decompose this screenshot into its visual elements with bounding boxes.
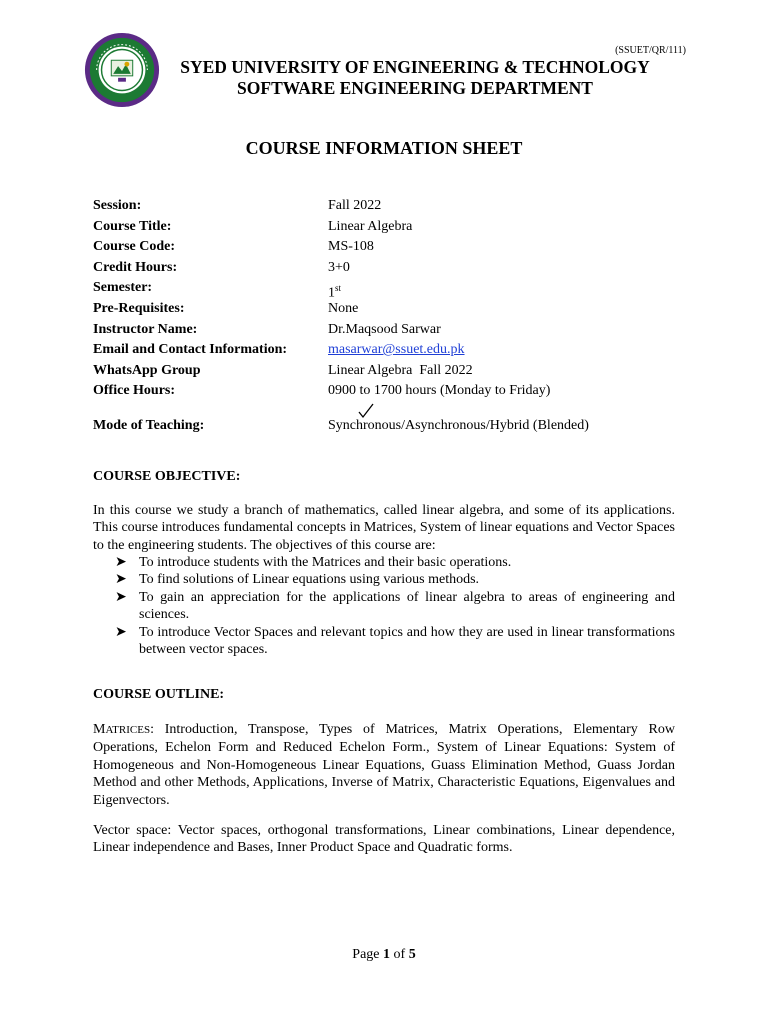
info-value: MS-108 [328, 239, 374, 255]
email-link[interactable]: masarwar@ssuet.edu.pk [328, 342, 465, 358]
info-row-office-hours [93, 381, 683, 402]
total-pages: 5 [408, 947, 416, 962]
check-mark-icon [357, 402, 375, 420]
info-label: Course Title: [93, 218, 172, 234]
info-row-instructor [93, 320, 683, 341]
info-label: WhatsApp Group [93, 362, 201, 378]
matrices-text: : Introduction, Transpose, Types of Matrices, Matrix Operations, Elementary Row Operations, Echelon Form and Reduced Echelon Form., System of Linear Equations: System of Homogeneous and Non-Homogeneous Linear Equations, Guass Elimination Method, Guass Jordan Method and other Methods, Applications, Inverse of Matrix, Characteristic Equations, Eigenvalues and Eigenvectors. [93, 722, 675, 808]
outline-matrices [93, 721, 675, 809]
arrowhead-bullet-icon: ➤ [115, 555, 127, 570]
info-value: Fall 2022 [328, 198, 382, 213]
page-word: Page [352, 947, 384, 962]
list-item: ➤ To find solutions of Linear equations using various methods. [115, 572, 480, 588]
info-row-mode [93, 416, 683, 437]
info-row-prerequisites [93, 299, 683, 320]
info-value: 3+0 [328, 259, 350, 275]
info-row-semester [93, 278, 683, 302]
arrowhead-bullet-icon: ➤ [115, 572, 127, 588]
course-info-table [93, 196, 683, 437]
matrices-initial: M [93, 722, 106, 737]
info-value: None [328, 300, 359, 316]
info-label: Instructor Name: [93, 321, 198, 337]
matrices-smallcaps: ATRICES [105, 724, 151, 736]
info-label: Office Hours: [93, 383, 176, 399]
objective-heading: COURSE OBJECTIVE: [93, 469, 241, 484]
info-value: Dr.Maqsood Sarwar [328, 321, 441, 337]
objective-intro: In this course we study a branch of mathematics, called linear algebra, and some of its applications. This course introduces fundamental concepts in Matrices, System of linear equations and Vector Spaces to the engineering students. The objectives of this course are: [93, 503, 675, 553]
page-footer [93, 947, 675, 963]
document-title: COURSE INFORMATION SHEET [245, 138, 523, 158]
info-row-session [93, 196, 683, 217]
university-header [170, 57, 660, 99]
info-value: Linear Algebra [328, 218, 413, 234]
outline-heading: COURSE OUTLINE: [93, 687, 225, 702]
info-value: 0900 to 1700 hours (Monday to Friday) [328, 383, 551, 399]
info-label: Credit Hours: [93, 259, 178, 275]
list-item: ➤ To introduce Vector Spaces and relevant topics and how they are used in linear transformations between vector spaces. [115, 624, 675, 658]
info-row-whatsapp [93, 361, 683, 382]
info-label: Email and Contact Information: [93, 342, 288, 358]
semester-suffix: st [335, 283, 342, 294]
info-label: Pre-Requisites: [93, 300, 185, 316]
info-value [328, 278, 342, 302]
info-row-course-code [93, 237, 683, 258]
of-word: of [390, 947, 409, 962]
current-page: 1 [383, 947, 391, 962]
objective-list [93, 554, 675, 658]
outline-vector-space: Vector space: Vector spaces, orthogonal transformations, Linear combinations, Linear dependence, Linear independence and Bases, Inner Product Space and Quadratic forms. [93, 823, 675, 856]
semester-number: 1 [328, 286, 335, 302]
info-label: Mode of Teaching: [93, 417, 205, 433]
university-name: SYED UNIVERSITY OF ENGINEERING & TECHNOLOGY [180, 57, 650, 77]
info-label: Course Code: [93, 239, 176, 255]
form-reference: (SSUET/QR/111) [615, 45, 686, 56]
info-row-credit-hours [93, 258, 683, 279]
university-logo [83, 31, 161, 109]
department-name: SOFTWARE ENGINEERING DEPARTMENT [237, 78, 593, 98]
arrowhead-bullet-icon: ➤ [115, 624, 127, 640]
info-row-email [93, 340, 683, 361]
list-item: ➤ To introduce students with the Matrices and their basic operations. [115, 555, 512, 570]
info-row-course-title [93, 217, 683, 238]
arrowhead-bullet-icon: ➤ [115, 589, 127, 605]
info-value: Synchronous/Asynchronous/Hybrid (Blended) [328, 417, 589, 433]
list-item: ➤ To gain an appreciation for the applications of linear algebra to areas of engineering and sciences. [115, 589, 675, 623]
info-value: Linear Algebra Fall 2022 [328, 362, 473, 378]
info-label: Session: [93, 198, 142, 213]
info-label: Semester: [93, 280, 153, 296]
